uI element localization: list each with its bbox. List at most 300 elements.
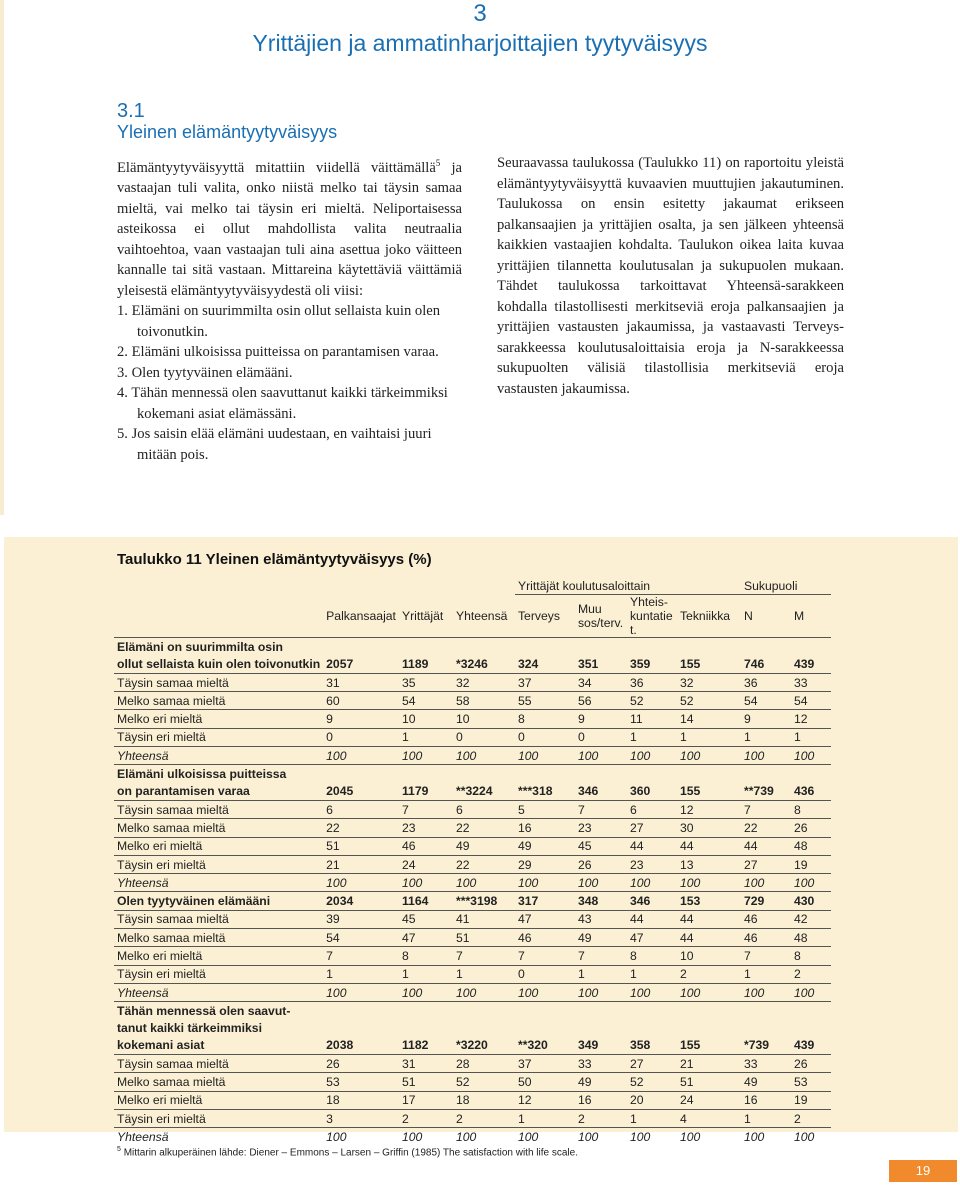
table-cell: 16 (515, 819, 575, 837)
table-cell: 317 (515, 892, 575, 910)
table-cell: 26 (575, 855, 627, 873)
table-cell (515, 1020, 575, 1037)
table-cell: 10 (453, 710, 515, 728)
table-cell: 47 (399, 929, 453, 947)
table-cell: 12 (791, 710, 831, 728)
row-label: Yhteensä (114, 747, 323, 765)
table-cell: 33 (575, 1055, 627, 1073)
table-cell: 8 (627, 947, 677, 965)
table-cell: 53 (791, 1073, 831, 1091)
table-cell: 44 (677, 837, 741, 855)
table-cell: 49 (515, 837, 575, 855)
table-cell: 14 (677, 710, 741, 728)
table-cell (741, 1002, 791, 1020)
total-row (114, 747, 831, 765)
table-cell: **320 (517, 1038, 548, 1053)
table-cell: 100 (627, 983, 677, 1001)
table-cell: 17 (399, 1091, 453, 1109)
row-label: Täysin samaa mieltä (114, 1055, 323, 1073)
table-cell: 2038 (326, 1038, 354, 1053)
table-cell: *739 (743, 1038, 770, 1053)
table-cell: 13 (677, 855, 741, 873)
column-header: Terveys (517, 609, 560, 624)
table-cell: 100 (791, 747, 831, 765)
table-row (114, 929, 831, 947)
table-cell: 32 (453, 673, 515, 691)
table-cell: 100 (741, 874, 791, 892)
intro-paragraph: Elämäntyytyväisyyttä mitattiin viidellä väittämällä$^5$ ja vastaajan tuli valita, onko niistä melko tai täysin samaa mieltä, vai melko tai täysin eri mieltä. Neliportaisessa asteikossa ei ollut mahdollista valita neutraalia vaihtoehtoa, vaan vastaajan tuli aina asettua joko väitteen kannalle tai sitä vastaan. Mittareina käytettäviä väittämiä yleisestä elämäntyytyväisyydestä oli viisi: (117, 158, 462, 299)
table-cell: 11 (627, 710, 677, 728)
row-label: Täysin eri mieltä (114, 728, 323, 746)
table-cell: 9 (323, 710, 399, 728)
table-cell (323, 765, 399, 783)
table-cell: 7 (515, 947, 575, 965)
table-cell: 100 (741, 983, 791, 1001)
table-caption: Taulukko 11 Yleinen elämäntyytyväisyys (%) (117, 551, 432, 568)
table-cell: 100 (399, 747, 453, 765)
table-cell (791, 638, 831, 656)
section-title-row (114, 638, 831, 656)
table-cell (399, 638, 453, 656)
section-title-row (114, 1037, 831, 1055)
table-cell: 349 (577, 1038, 599, 1053)
statement-list (117, 301, 462, 465)
table-cell: 359 (629, 657, 651, 672)
table-cell (453, 638, 515, 656)
table-cell: 60 (323, 692, 399, 710)
table-cell: 18 (323, 1091, 399, 1109)
table-cell: *3246 (455, 657, 488, 672)
table-row (114, 1091, 831, 1109)
table-cell: 19 (791, 1091, 831, 1109)
table-cell: 100 (627, 874, 677, 892)
table-cell: 100 (791, 1128, 831, 1146)
table-cell: 44 (677, 929, 741, 947)
table-cell: 2 (791, 965, 831, 983)
table-cell: 100 (677, 747, 741, 765)
table-cell: 100 (515, 874, 575, 892)
column-header: Muu sos/terv. (577, 602, 624, 631)
column-header: Yrittäjät (401, 609, 444, 624)
table-cell: 1 (575, 965, 627, 983)
row-label: Täysin eri mieltä (114, 1110, 323, 1128)
table-cell: 8 (515, 710, 575, 728)
table-cell: 22 (741, 819, 791, 837)
table-cell: 100 (399, 1128, 453, 1146)
table-cell: 1182 (401, 1038, 429, 1053)
row-label: ollut sellaista kuin olen toivonutkin (117, 657, 321, 672)
table-cell: 9 (741, 710, 791, 728)
column-header: Yhteis-kuntatiet. (629, 595, 673, 638)
table-cell: 7 (575, 947, 627, 965)
table-cell: 51 (399, 1073, 453, 1091)
table-cell: 100 (515, 1128, 575, 1146)
table-cell: 2 (575, 1110, 627, 1128)
table-cell: 46 (741, 929, 791, 947)
table-cell: 35 (399, 673, 453, 691)
table-cell: 23 (399, 819, 453, 837)
table-cell: 155 (679, 657, 701, 672)
table-cell: 100 (323, 983, 399, 1001)
table-cell: 1 (741, 1110, 791, 1128)
table-cell: 9 (575, 710, 627, 728)
satisfaction-table (114, 577, 831, 1146)
table-cell: 22 (323, 819, 399, 837)
table-cell (627, 1020, 677, 1037)
table-cell: 1 (515, 1110, 575, 1128)
table-cell: 1 (453, 965, 515, 983)
table-cell (791, 1020, 831, 1037)
table-cell: 54 (399, 692, 453, 710)
group-header-row (114, 577, 831, 595)
table-cell: 28 (453, 1055, 515, 1073)
row-label: Melko eri mieltä (114, 837, 323, 855)
table-cell: 348 (575, 892, 627, 910)
table-cell: 746 (743, 657, 765, 672)
table-cell: 16 (741, 1091, 791, 1109)
column-header: M (793, 609, 805, 624)
table-cell: 0 (575, 728, 627, 746)
table-cell: 360 (629, 784, 651, 799)
section-title-row (114, 1020, 831, 1037)
table-row (114, 910, 831, 928)
table-cell (741, 638, 791, 656)
table-cell: 21 (677, 1055, 741, 1073)
table-cell (575, 1020, 627, 1037)
table-cell: *3220 (455, 1038, 488, 1053)
section-title: Yleinen elämäntyytyväisyys (117, 122, 338, 142)
table-cell: 26 (323, 1055, 399, 1073)
table-cell: 100 (515, 983, 575, 1001)
table-row (114, 1110, 831, 1128)
table-cell: 24 (399, 855, 453, 873)
table-cell: 54 (741, 692, 791, 710)
table-cell: 100 (399, 983, 453, 1001)
table-cell: 27 (627, 1055, 677, 1073)
table-cell: **739 (743, 784, 774, 799)
table-cell: 52 (627, 692, 677, 710)
table-row (114, 837, 831, 855)
table-cell: 2 (399, 1110, 453, 1128)
table-row (114, 819, 831, 837)
table-cell: 0 (515, 728, 575, 746)
table-cell: 1 (677, 728, 741, 746)
table-cell (399, 1002, 453, 1020)
table-cell: 47 (627, 929, 677, 947)
row-label: Täysin samaa mieltä (114, 910, 323, 928)
table-cell: 2045 (326, 784, 354, 799)
table-cell: 6 (453, 800, 515, 818)
table-cell: 1 (323, 965, 399, 983)
table-cell: 54 (323, 929, 399, 947)
table-cell (791, 1002, 831, 1020)
table-cell: 351 (577, 657, 599, 672)
table-cell (453, 1020, 515, 1037)
table-cell: 37 (515, 1055, 575, 1073)
row-label: Melko samaa mieltä (114, 819, 323, 837)
column-header: Yhteensä (455, 609, 508, 624)
chapter-title: Yrittäjien ja ammatinharjoittajien tyytyväisyys (252, 30, 708, 56)
table-cell (575, 765, 627, 783)
table-cell: 51 (677, 1073, 741, 1091)
right-text-column (497, 153, 844, 399)
table-cell: 153 (677, 892, 741, 910)
table-cell: 55 (515, 692, 575, 710)
table-cell: 8 (791, 947, 831, 965)
table-cell: 1 (627, 965, 677, 983)
section-title-row (114, 765, 831, 783)
left-margin-bar (0, 0, 4, 515)
list-item: 3. Olen tyytyväinen elämääni. (117, 364, 293, 381)
table-cell: 358 (629, 1038, 651, 1053)
table-cell: 44 (677, 910, 741, 928)
table-cell: 44 (627, 910, 677, 928)
table-cell: 324 (517, 657, 539, 672)
table-cell: 44 (627, 837, 677, 855)
table-cell: 12 (677, 800, 741, 818)
table-cell: 31 (399, 1055, 453, 1073)
table-cell (741, 1020, 791, 1037)
table-cell: 729 (741, 892, 791, 910)
table-cell: 21 (323, 855, 399, 873)
table-cell: 346 (627, 892, 677, 910)
row-label: Täysin eri mieltä (114, 965, 323, 983)
table-cell: ***318 (517, 784, 553, 799)
table-cell: 0 (515, 965, 575, 983)
table-row (114, 673, 831, 691)
gender-group-header: Sukupuoli (741, 577, 831, 595)
table-cell: 100 (453, 874, 515, 892)
section-title-row (114, 656, 831, 674)
table-cell: 7 (575, 800, 627, 818)
table-row (114, 1073, 831, 1091)
row-label: kokemani asiat (117, 1038, 205, 1053)
table-cell: 100 (677, 1128, 741, 1146)
table-cell: 2034 (323, 892, 399, 910)
table-cell: 48 (791, 929, 831, 947)
row-label: tanut kaikki tärkeimmiksi (117, 1021, 262, 1036)
table-cell: 1 (627, 1110, 677, 1128)
table-row (114, 855, 831, 873)
table-cell: 30 (677, 819, 741, 837)
table-cell: 39 (323, 910, 399, 928)
table-cell: 36 (741, 673, 791, 691)
column-header-row (114, 595, 831, 638)
table-cell: 100 (453, 983, 515, 1001)
table-cell (575, 638, 627, 656)
table-row (114, 1055, 831, 1073)
table-cell: 37 (515, 673, 575, 691)
table-cell: 2057 (326, 657, 354, 672)
table-cell: 1189 (401, 657, 429, 672)
table-cell: 46 (399, 837, 453, 855)
table-cell: 8 (399, 947, 453, 965)
row-label: Yhteensä (114, 983, 323, 1001)
table-cell: 47 (515, 910, 575, 928)
table-cell: 43 (575, 910, 627, 928)
left-text-column (117, 153, 462, 465)
table-cell: 48 (791, 837, 831, 855)
table-cell: 2 (677, 965, 741, 983)
table-cell: 439 (793, 657, 815, 672)
list-item: 5. Jos saisin elää elämäni uudestaan, en vaihtaisi juuri mitään pois. (117, 426, 432, 463)
table-cell: 33 (741, 1055, 791, 1073)
table-cell: 2 (791, 1110, 831, 1128)
table-cell: 0 (323, 728, 399, 746)
table-cell (677, 1020, 741, 1037)
table-cell: 100 (575, 874, 627, 892)
table-cell: 430 (791, 892, 831, 910)
table-cell: ***3198 (453, 892, 515, 910)
table-cell: 100 (791, 983, 831, 1001)
table-cell: 41 (453, 910, 515, 928)
table-cell (323, 638, 399, 656)
row-label: Melko eri mieltä (114, 710, 323, 728)
row-label: Elämäni ulkoisissa puitteissa (114, 765, 323, 783)
table-row (114, 710, 831, 728)
total-row (114, 983, 831, 1001)
table-cell: 24 (677, 1091, 741, 1109)
column-header: Palkansaajat (326, 609, 396, 624)
table-cell: 155 (679, 784, 701, 799)
table-cell: 42 (791, 910, 831, 928)
table-cell: **3224 (455, 784, 493, 799)
table-cell: 4 (677, 1110, 741, 1128)
table-cell: 22 (453, 855, 515, 873)
table-cell: 10 (677, 947, 741, 965)
section-number: 3.1 (117, 100, 145, 122)
section-title-row (114, 783, 831, 801)
row-label: Täysin samaa mieltä (114, 673, 323, 691)
table-cell (741, 765, 791, 783)
list-item: 4. Tähän mennessä olen saavuttanut kaikki tärkeimmiksi kokemani asiat elämässäni. (117, 385, 448, 422)
table-cell (453, 765, 515, 783)
table-cell (575, 1002, 627, 1020)
table-cell: 100 (627, 1128, 677, 1146)
table-cell: 1 (791, 728, 831, 746)
total-row (114, 1128, 831, 1146)
table-cell: 7 (741, 947, 791, 965)
table-cell: 2 (453, 1110, 515, 1128)
table-cell: 44 (741, 837, 791, 855)
table-cell: 100 (323, 874, 399, 892)
table-cell (399, 765, 453, 783)
table-cell: 100 (515, 747, 575, 765)
table-row (114, 965, 831, 983)
table-cell: 46 (741, 910, 791, 928)
table-cell: 100 (453, 1128, 515, 1146)
table-cell: 16 (575, 1091, 627, 1109)
table-cell (399, 1020, 453, 1037)
table-cell: 7 (399, 800, 453, 818)
table-cell: 100 (323, 1128, 399, 1146)
table-cell (627, 638, 677, 656)
table-row (114, 728, 831, 746)
table-cell: 346 (577, 784, 599, 799)
table-cell: 100 (627, 747, 677, 765)
table-cell: 49 (575, 929, 627, 947)
table-cell: 155 (679, 1038, 701, 1053)
table-row (114, 692, 831, 710)
table-cell: 27 (627, 819, 677, 837)
table-cell: 8 (791, 800, 831, 818)
table-row (114, 947, 831, 965)
education-group-header: Yrittäjät koulutusaloittain (515, 577, 741, 595)
table-cell: 36 (627, 673, 677, 691)
table-cell: 52 (627, 1073, 677, 1091)
table-cell: 436 (793, 784, 815, 799)
table-cell: 34 (575, 673, 627, 691)
table-cell: 12 (515, 1091, 575, 1109)
footnote: $^5$ Mittarin alkuperäinen lähde: Diener – Emmons – Larsen – Griffin (1985) The satisfaction with life scale. (117, 1146, 578, 1159)
table-cell: 100 (741, 1128, 791, 1146)
table-cell (323, 1020, 399, 1037)
table-cell (323, 1002, 399, 1020)
table-cell: 100 (677, 983, 741, 1001)
table-cell (627, 765, 677, 783)
table-cell (515, 1002, 575, 1020)
table-cell: 52 (677, 692, 741, 710)
table-cell: 54 (791, 692, 831, 710)
table-cell: 52 (453, 1073, 515, 1091)
table-cell: 6 (323, 800, 399, 818)
table-cell (453, 1002, 515, 1020)
row-label: Yhteensä (114, 874, 323, 892)
table-cell: 7 (453, 947, 515, 965)
column-header: Tekniikka (679, 609, 731, 624)
table-cell: 1179 (401, 784, 429, 799)
table-cell: 20 (627, 1091, 677, 1109)
table-cell: 32 (677, 673, 741, 691)
table-row (114, 800, 831, 818)
table-cell: 51 (323, 837, 399, 855)
table-cell: 100 (323, 747, 399, 765)
table-cell: 100 (741, 747, 791, 765)
table-cell: 27 (741, 855, 791, 873)
row-label: Täysin eri mieltä (114, 855, 323, 873)
table-cell: 100 (575, 747, 627, 765)
table-cell: 33 (791, 673, 831, 691)
row-label: Melko eri mieltä (114, 1091, 323, 1109)
total-row (114, 874, 831, 892)
table-cell: 58 (453, 692, 515, 710)
table-cell: 1 (627, 728, 677, 746)
table-cell: 100 (575, 983, 627, 1001)
table-cell (791, 765, 831, 783)
body-paragraph: Seuraavassa taulukossa (Taulukko 11) on raportoitu yleistä elämäntyytyväisyyttä kuvaavien muuttujien jakautuminen. Taulukossa on ensin esitetty jakaumat erikseen palkansaajien ja yrittäjien osalta, ja sen jälkeen yhteensä kaikkien vastaajien kohdalta. Taulukon oikea laita kuvaa yrittäjien tilannetta koulutusalan ja sukupuolen mukaan. Tähdet taulukossa tarkoittavat Yhteensä-sarakkeen kohdalla tilastollisesti merkitseviä eroja palkansaajien ja yrittäjien vastausten jakaumissa, ja vastaavasti Terveys-sarakkeessa koulutusaloittaisia eroja ja N-sarakkeessa sukupuolten välisiä tilastollisia merkitseviä eroja vastausten jakaumissa. (497, 155, 844, 397)
table-cell: 1164 (399, 892, 453, 910)
chapter-number: 3 (473, 0, 487, 27)
table-cell (677, 1002, 741, 1020)
table-cell: 45 (575, 837, 627, 855)
table-cell (515, 638, 575, 656)
table-cell: 45 (399, 910, 453, 928)
table-cell: 50 (515, 1073, 575, 1091)
table-cell (515, 765, 575, 783)
table-cell: 100 (453, 747, 515, 765)
list-item: 1. Elämäni on suurimmilta osin ollut sellaista kuin olen toivonutkin. (117, 303, 441, 340)
table-cell: 53 (323, 1073, 399, 1091)
list-item: 2. Elämäni ulkoisissa puitteissa on parantamisen varaa. (117, 344, 439, 361)
footnote-reference: 5 (435, 158, 441, 168)
table-cell: 29 (515, 855, 575, 873)
table-cell: 23 (627, 855, 677, 873)
table-cell (677, 765, 741, 783)
row-label: Melko samaa mieltä (114, 1073, 323, 1091)
row-label: Olen tyytyväinen elämääni (114, 892, 323, 910)
table-cell: 100 (791, 874, 831, 892)
table-cell: 3 (323, 1110, 399, 1128)
